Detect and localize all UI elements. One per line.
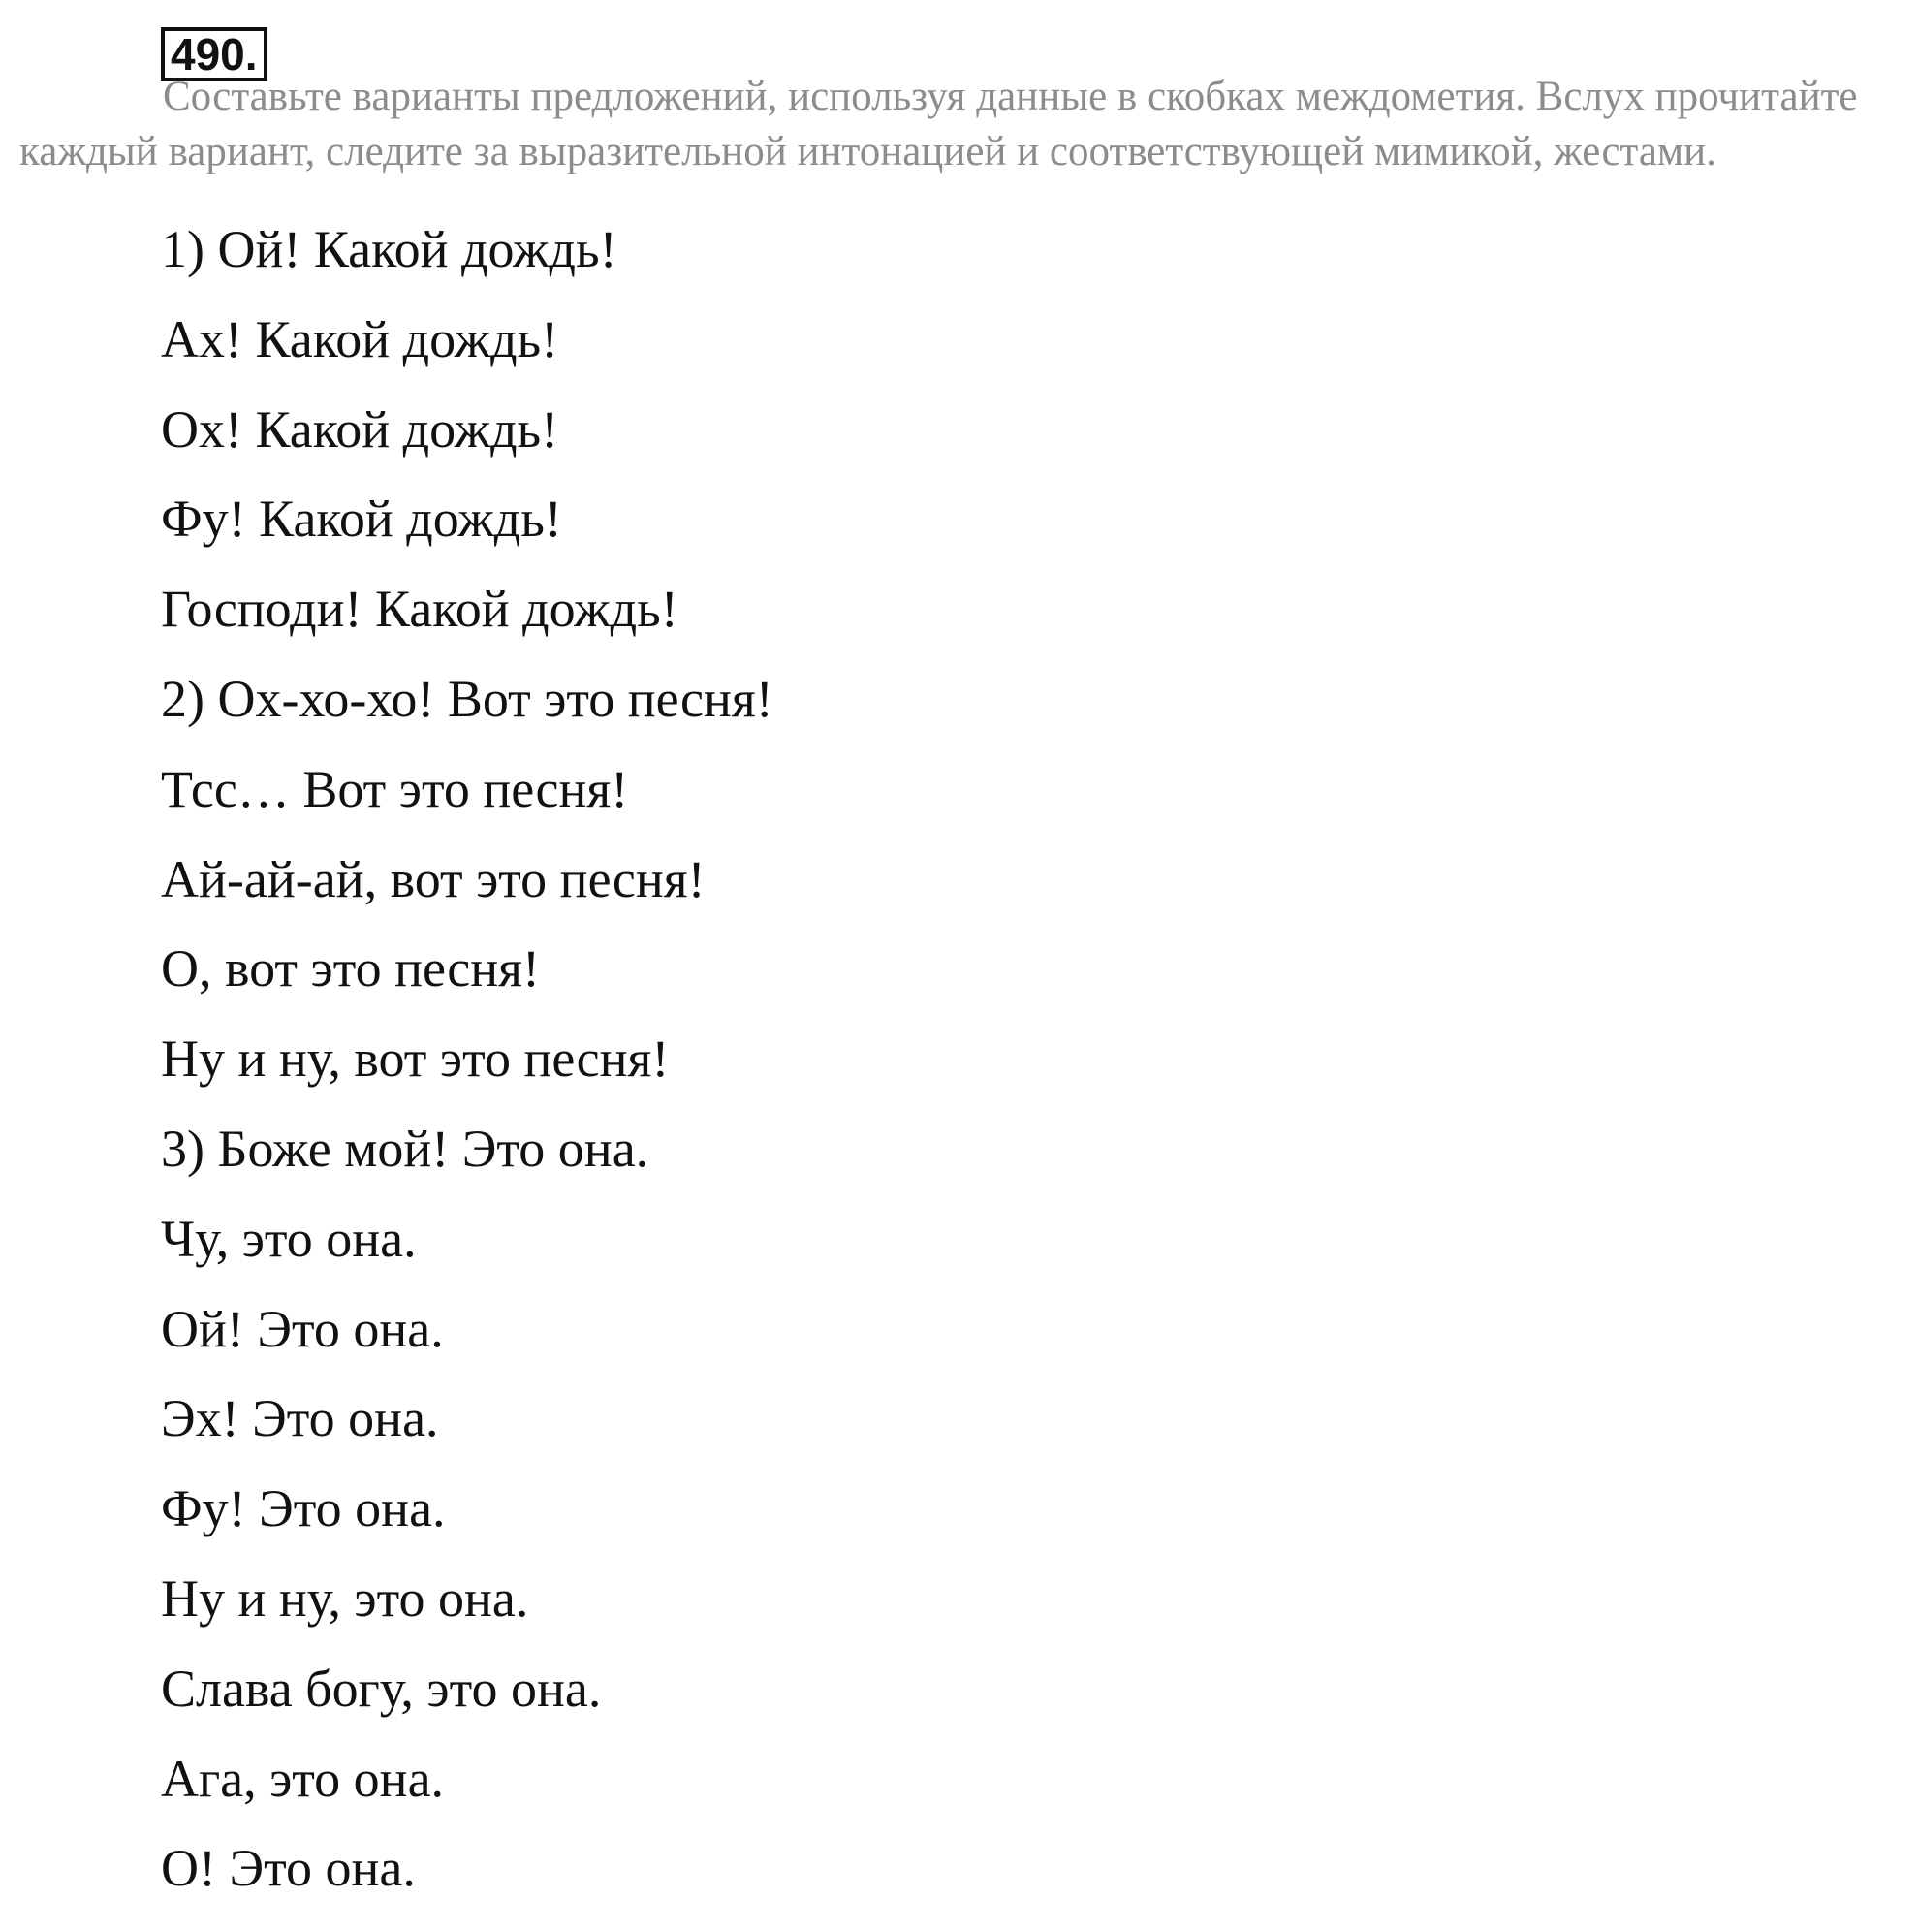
answer-line: Ах! Какой дождь! (161, 309, 559, 368)
answer-list (161, 220, 773, 1932)
answer-line: Эх! Это она. (161, 1389, 439, 1448)
answer-line: Ну и ну, вот это песня! (161, 1029, 670, 1089)
answer-line: 1) Ой! Какой дождь! (161, 220, 617, 278)
answer-line: О, вот это песня! (161, 939, 540, 998)
exercise-number: 490. (161, 27, 267, 81)
answer-line: Чу, это она. (161, 1209, 417, 1268)
answer-line: 2) Ох-хо-хо! Вот это песня! (161, 669, 773, 728)
answer-line: Фу! Это она. (161, 1479, 446, 1538)
answer-line: О! Это она. (161, 1839, 416, 1898)
answer-line: Тсс… Вот это песня! (161, 759, 629, 818)
answer-line: Ай-ай-ай, вот это песня! (161, 849, 706, 908)
answer-line: Ох! Какой дождь! (161, 399, 559, 459)
answer-line: Ну и ну, это она. (161, 1568, 529, 1628)
exercise-instruction: Составьте варианты предложений, используя данные в скобках междометия. Вслух прочитайте каждый вариант, следите за выразительной интонацией и соответствующей мимикой, жестами. (19, 74, 1858, 174)
answer-line: Слава богу, это она. (161, 1659, 602, 1718)
answer-line: Фу! Какой дождь! (161, 490, 562, 549)
answer-line: 3) Боже мой! Это она. (161, 1119, 649, 1178)
answer-line: Господи! Какой дождь! (161, 580, 678, 639)
answer-line: Ой! Это она. (161, 1299, 444, 1358)
answer-line: Ага, это она. (161, 1749, 445, 1808)
